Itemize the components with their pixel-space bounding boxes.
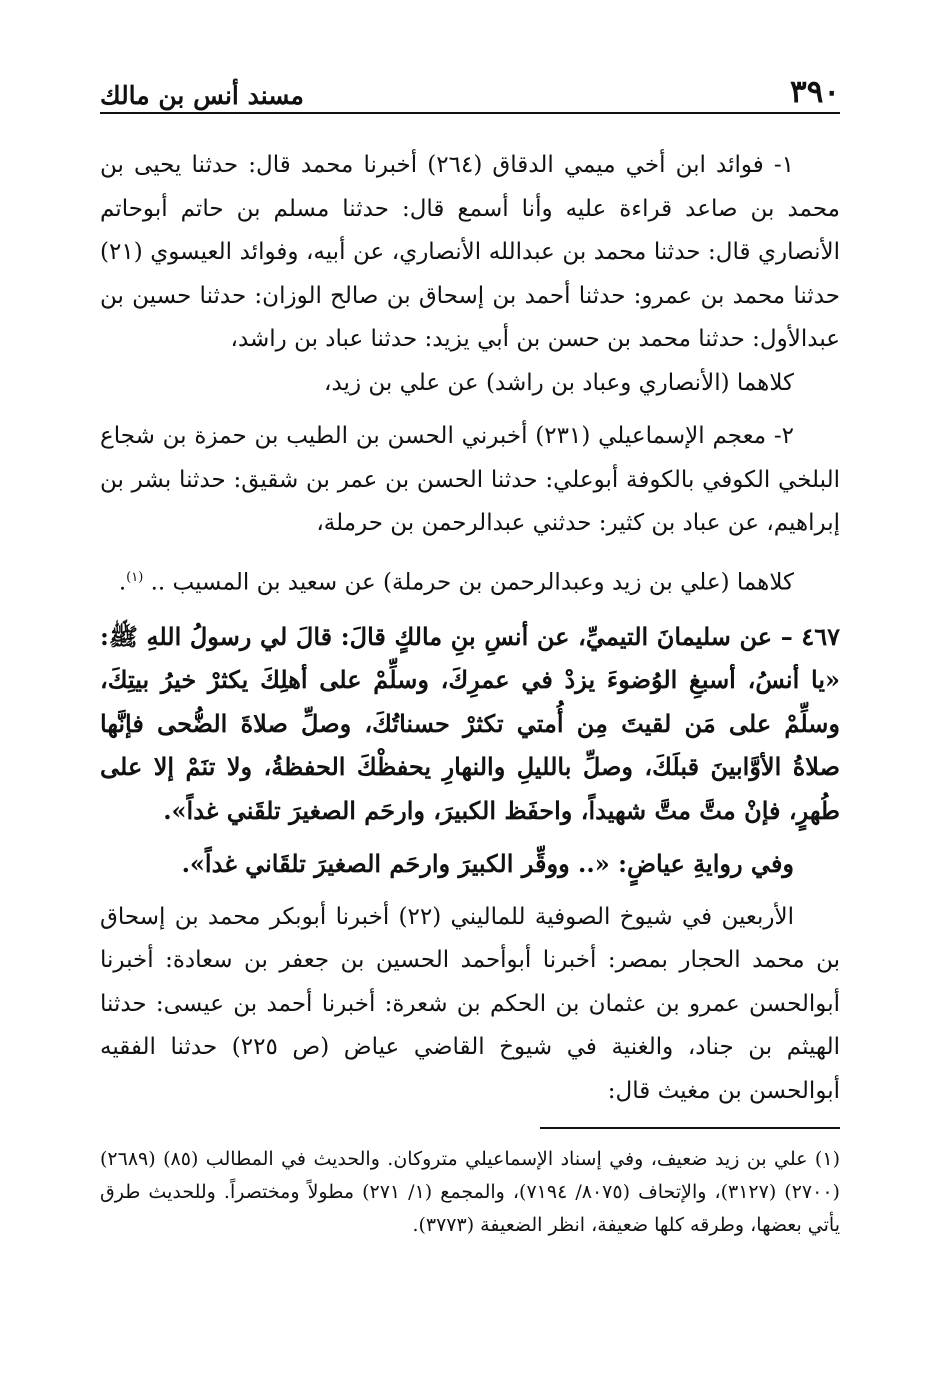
paragraph-summary-1: كلاهما (الأنصاري وعباد بن راشد) عن علي بن زيد، — [324, 369, 794, 396]
main-text — [100, 144, 840, 1113]
footnote-marker-trail: . — [118, 569, 127, 596]
footnote-marker: (١) — [126, 569, 144, 585]
running-title: مسند أنس بن مالك — [100, 81, 304, 110]
summary-2-text: كلاهما (علي بن زيد وعبدالرحمن بن حرملة) عن سعيد بن المسيب .. — [150, 569, 794, 596]
paragraph-source-2: ٢- معجم الإسماعيلي (٢٣١) أخبرني الحسن بن الطيب بن حمزة بن شجاع البلخي الكوفي بالكوفة أبوعلي: حدثنا الحسن بن عمر بن شقيق: حدثنا بشر بن إبراهيم، عن عباد بن كثير: حدثني عبدالرحمن بن حرملة، — [100, 423, 840, 536]
paragraph-source-1: ١- فوائد ابن أخي ميمي الدقاق (٢٦٤) أخبرنا محمد قال: حدثنا يحيى بن محمد بن صاعد قراءة عليه وأنا أسمع قال: حدثنا مسلم بن حاتم أبوحاتم الأنصاري قال: حدثنا محمد بن عبدالله الأنصاري، عن أبيه، وفوائد العيسوي (٢١) حدثنا محمد بن عمرو: حدثنا أحمد بن إسحاق بن صالح الوزان: حدثنا حسين بن عبدالأول: حدثنا محمد بن حسن بن أبي يزيد: حدثنا عباد بن راشد، — [100, 152, 840, 352]
page-number: ٣٩٠ — [790, 74, 840, 110]
hadith-467: ٤٦٧ – عن سليمانَ التيميِّ، عن أنسِ بنِ مالكٍ قالَ: قالَ لي رسولُ اللهِ ﷺ: «يا أنسُ، أسبغِ الوُضوءَ يزدْ في عمرِكَ، وسلِّمْ على أهلِكَ يكثرْ خيرُ بيتِكَ، وسلِّمْ على مَن لقيتَ مِن أُمتي تكثرْ حسناتُكَ، وصلِّ صلاةَ الضُّحى فإنَّها صلاةُ الأوَّابينَ قبلَكَ، وصلِّ بالليلِ والنهارِ يحفظْكَ الحفظةُ، ولا تنَمْ إلا على طُهرٍ، فإنْ متَّ متَّ شهيداً، واحفَظ الكبيرَ، وارحَم الصغيرَ تلقَني غداً». — [100, 621, 840, 825]
hadith-variant: وفي روايةِ عياضٍ: «.. ووقِّر الكبيرَ وارحَم الصغيرَ تلقَاني غداً». — [181, 849, 794, 879]
book-page — [100, 62, 840, 1362]
paragraph-source-3: الأربعين في شيوخ الصوفية للماليني (٢٢) أخبرنا أبوبكر محمد بن إسحاق بن محمد الحجار بمصر: أخبرنا أبوأحمد الحسين بن جعفر بن سعادة: أخبرنا أبوالحسن عمرو بن عثمان بن الحكم بن شعرة: أخبرنا أحمد بن عيسى: حدثنا الهيثم بن جناد، والغنية في شيوخ القاضي عياض (ص ٢٢٥) حدثنا الفقيه أبوالحسن بن مغيث قال: — [100, 903, 840, 1104]
footnote-1: (١) علي بن زيد ضعيف، وفي إسناد الإسماعيلي متروكان. والحديث في المطالب (٨٥) (٢٦٨٩) (٢٧٠٠) (٣١٢٧)، والإتحاف (٨٠٧٥/ ٧١٩٤)، والمجمع (١/ ٢٧١) مطولاً ومختصراً. وللحديث طرق يأتي بعضها، وطرقه كلها ضعيفة، انظر الضعيفة (٣٧٧٣). — [100, 1148, 840, 1237]
paragraph-summary-2 — [100, 556, 840, 605]
footnote-divider — [540, 1127, 840, 1129]
page-header — [100, 62, 840, 114]
